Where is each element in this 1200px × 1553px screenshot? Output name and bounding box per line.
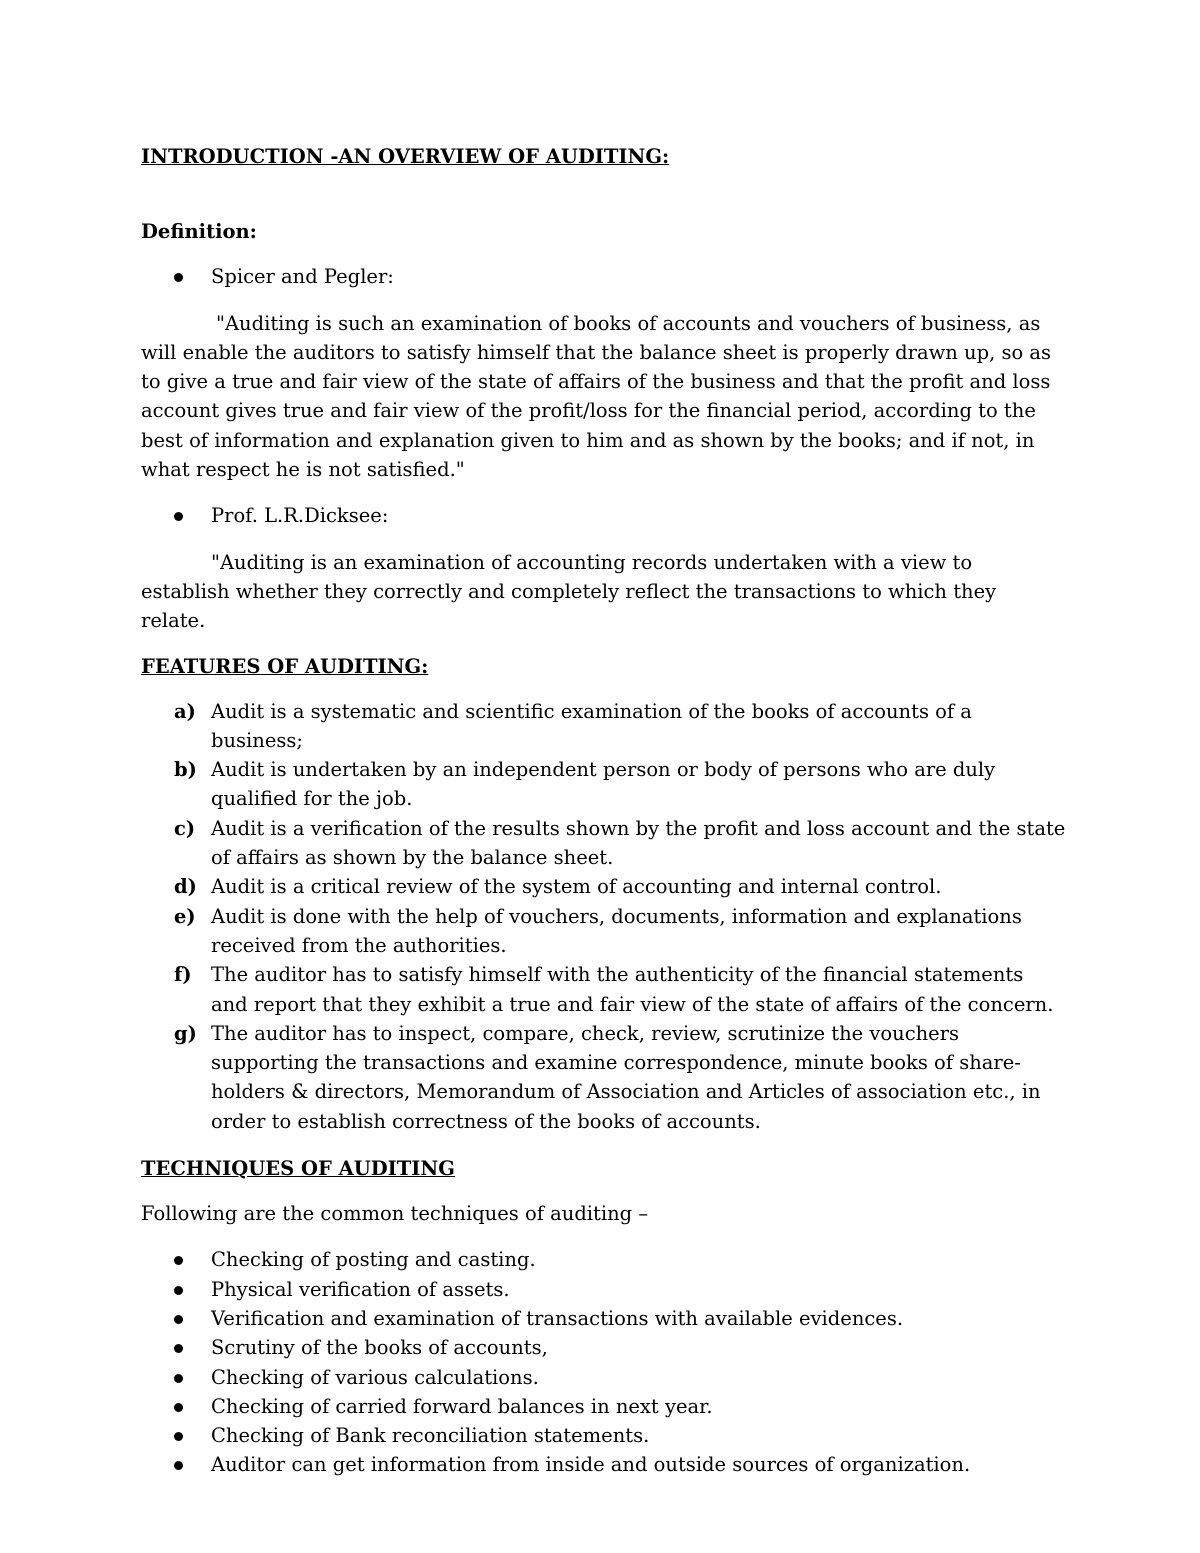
bullet-icon <box>174 273 183 282</box>
feature-item <box>141 872 1066 901</box>
feature-item <box>141 1019 1066 1136</box>
spacer <box>141 1136 1066 1154</box>
technique-item <box>141 1304 1066 1333</box>
bullet-icon <box>174 512 183 521</box>
feature-item <box>141 960 1066 1019</box>
spacer <box>141 636 1066 652</box>
technique-item <box>141 1275 1066 1304</box>
feature-marker: b) <box>174 758 197 782</box>
bullet-icon <box>174 1315 183 1324</box>
definition-quote-1: "Auditing is such an examination of books of accounts and vouchers of business, as will enable the auditors to satisfy himself that the balance sheet is properly drawn up, so as to give a true and fair view of the state of affairs of the business and that the profit and loss account gives true and fair view of the profit/loss for the financial period, according to the best of information and explanation given to him and as shown by the books; and if not, in what respect he is not satisfied." <box>141 311 1052 482</box>
technique-text: Scrutiny of the books of accounts, <box>211 1336 548 1360</box>
feature-marker: e) <box>174 904 196 928</box>
technique-item <box>141 1392 1066 1421</box>
bullet-icon <box>174 1256 183 1265</box>
technique-text: Checking of carried forward balances in next year. <box>211 1394 713 1418</box>
feature-item <box>141 902 1066 961</box>
feature-item <box>141 755 1066 814</box>
author-name: Spicer and Pegler: <box>211 265 394 289</box>
techniques-intro: Following are the common techniques of auditing – <box>141 1202 649 1226</box>
feature-marker: a) <box>174 699 196 723</box>
feature-item <box>141 814 1066 873</box>
bullet-icon <box>174 1374 183 1383</box>
feature-marker: f) <box>174 963 192 987</box>
feature-marker: c) <box>174 816 196 840</box>
spacer <box>141 292 1066 309</box>
feature-item <box>141 697 1066 756</box>
features-list <box>141 697 1066 1136</box>
author-name: Prof. L.R.Dicksee: <box>211 504 389 528</box>
technique-item <box>141 1363 1066 1392</box>
technique-item <box>141 1333 1066 1362</box>
feature-text: The auditor has to satisfy himself with the authenticity of the financial statements and report that they exhibit a true and fair view of the state of affairs of the concern. <box>211 963 1054 1016</box>
definition-heading: Definition: <box>141 220 257 243</box>
feature-text: Audit is a verification of the results shown by the profit and loss account and the state of affairs as shown by the balance sheet. <box>211 816 1066 870</box>
spacer <box>141 531 1066 548</box>
features-heading: FEATURES OF AUDITING: <box>141 654 429 678</box>
feature-text: The auditor has to inspect, compare, check, review, scrutinize the vouchers supporting the transactions and examine correspondence, minute books of share-holders & directors, Memorandum of Association and Articles of association etc., in order to establish correctness of the books of accounts. <box>211 1021 1041 1133</box>
definition-author-1 <box>141 262 1066 291</box>
document-page <box>141 142 1066 1480</box>
techniques-heading: TECHNIQUES OF AUDITING <box>141 1157 455 1181</box>
feature-marker: d) <box>174 875 197 899</box>
bullet-icon <box>174 1403 183 1412</box>
bullet-icon <box>174 1432 183 1441</box>
technique-text: Checking of Bank reconciliation statements. <box>211 1424 650 1448</box>
technique-text: Auditor can get information from inside and outside sources of organization. <box>211 1453 971 1477</box>
spacer <box>141 246 1066 262</box>
spacer <box>141 1228 1066 1245</box>
technique-item <box>141 1421 1066 1450</box>
spacer <box>141 1183 1066 1199</box>
bullet-icon <box>174 1461 183 1470</box>
techniques-list <box>141 1245 1066 1479</box>
bullet-icon <box>174 1344 183 1353</box>
technique-text: Physical verification of assets. <box>211 1277 510 1301</box>
feature-text: Audit is a systematic and scientific examination of the books of accounts of a business; <box>211 699 972 752</box>
technique-text: Checking of various calculations. <box>211 1365 539 1389</box>
spacer <box>141 171 1066 217</box>
bullet-icon <box>174 1286 183 1295</box>
feature-text: Audit is a critical review of the system of accounting and internal control. <box>211 875 942 899</box>
feature-text: Audit is done with the help of vouchers, documents, information and explanations received from the authorities. <box>211 904 1022 957</box>
technique-text: Verification and examination of transactions with available evidences. <box>211 1306 904 1330</box>
definition-quote-2: "Auditing is an examination of accounting records undertaken with a view to establish whether they correctly and completely reflect the transactions to which they relate. <box>141 550 997 633</box>
technique-item <box>141 1245 1066 1274</box>
technique-text: Checking of posting and casting. <box>211 1248 536 1272</box>
technique-item <box>141 1450 1066 1479</box>
feature-text: Audit is undertaken by an independent person or body of persons who are duly qualified for the job. <box>211 758 996 811</box>
spacer <box>141 484 1066 501</box>
definition-author-2 <box>141 501 1066 530</box>
feature-marker: g) <box>174 1021 197 1045</box>
spacer <box>141 681 1066 697</box>
page-title: INTRODUCTION -AN OVERVIEW OF AUDITING: <box>141 145 670 168</box>
